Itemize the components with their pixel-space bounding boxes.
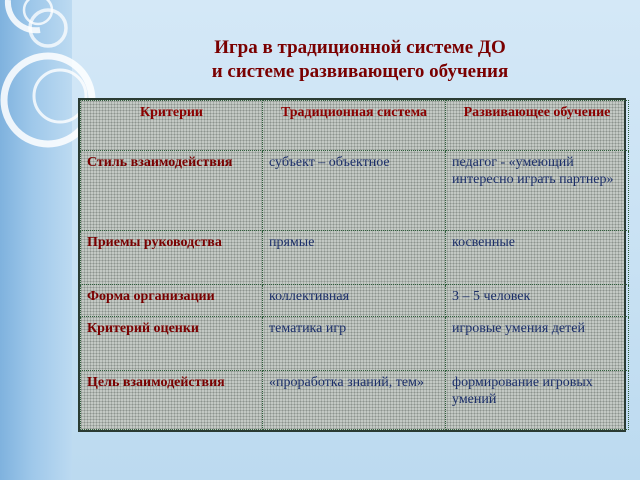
comparison-table [80, 100, 629, 430]
table-row [81, 371, 629, 430]
row-criterion: Стиль взаимодействия [81, 151, 263, 231]
table-row [81, 230, 629, 285]
header-traditional: Традиционная система [263, 101, 446, 151]
row-criterion: Форма организации [81, 285, 263, 316]
row-traditional-value: субъект – объектное [263, 151, 446, 231]
table-row [81, 285, 629, 316]
title-line-1: Игра в традиционной системе ДО [214, 37, 506, 58]
row-criterion: Цель взаимодействия [81, 371, 263, 430]
comparison-table-frame [78, 98, 626, 432]
row-developmental-value: формирование игровых умений [446, 371, 629, 430]
table-row [81, 151, 629, 231]
row-traditional-value: коллективная [263, 285, 446, 316]
table-header-row [81, 101, 629, 151]
table-row [81, 316, 629, 371]
slide-title [100, 36, 620, 84]
header-developmental: Развивающее обучение [446, 101, 629, 151]
row-traditional-value: прямые [263, 230, 446, 285]
row-developmental-value: игровые умения детей [446, 316, 629, 371]
header-criteria: Критерии [81, 101, 263, 151]
title-line-2: и системе развивающего обучения [211, 61, 509, 82]
row-criterion: Приемы руководства [81, 230, 263, 285]
row-traditional-value: «проработка знаний, тем» [263, 371, 446, 430]
row-criterion: Критерий оценки [81, 316, 263, 371]
row-traditional-value: тематика игр [263, 316, 446, 371]
row-developmental-value: 3 – 5 человек [446, 285, 629, 316]
row-developmental-value: педагог - «умеющий интересно играть партнер» [446, 151, 629, 231]
row-developmental-value: косвенные [446, 230, 629, 285]
